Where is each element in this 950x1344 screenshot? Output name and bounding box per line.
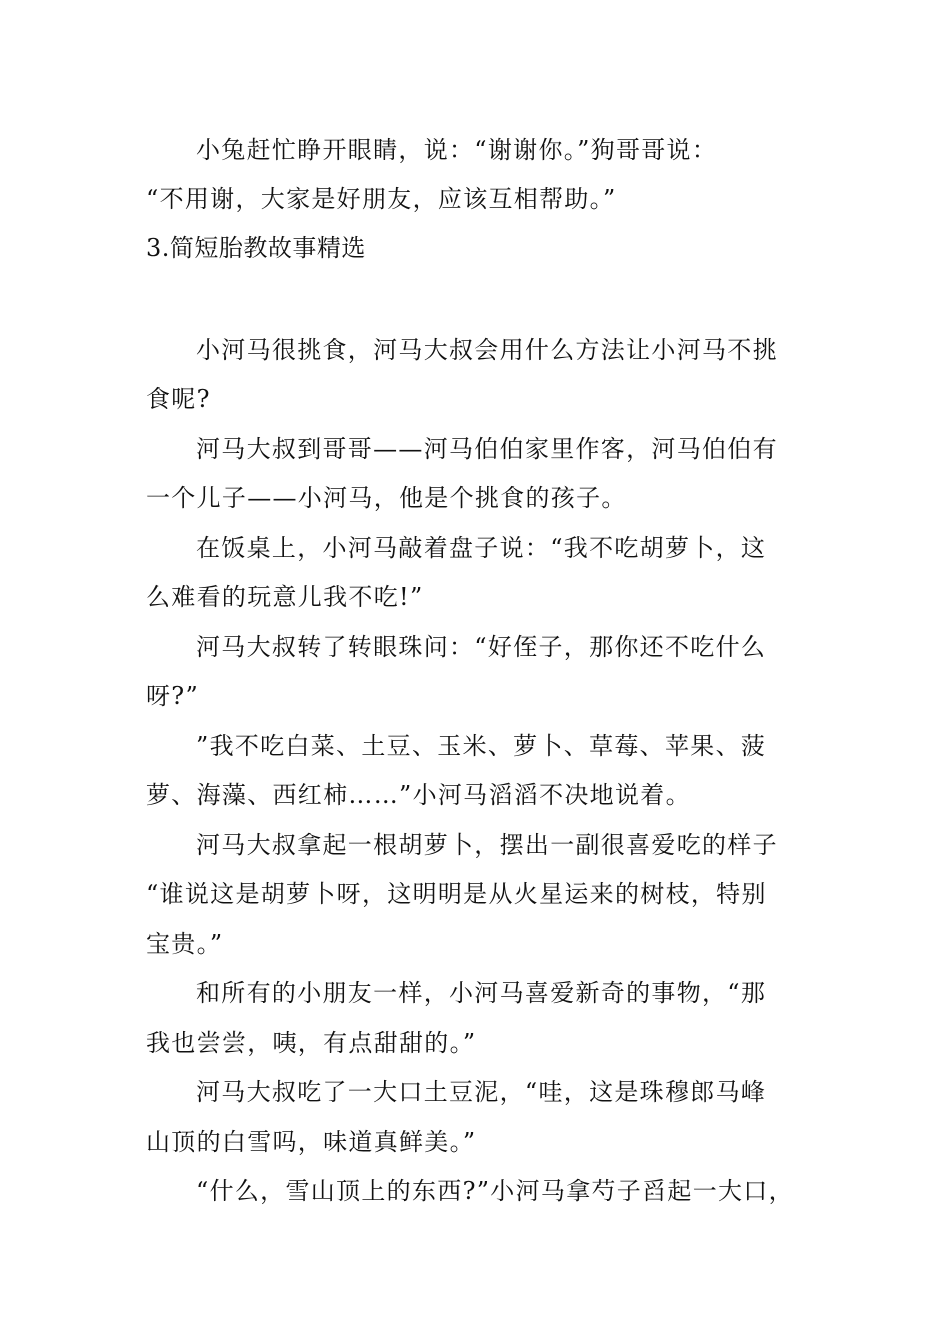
paragraph-line: 和所有的小朋友一样，小河马喜爱新奇的事物，“那 [196, 979, 767, 1007]
paragraph-line: 宝贵。” [146, 930, 224, 958]
paragraph-line: 么难看的玩意儿我不吃!” [146, 583, 424, 611]
paragraph-line: 河马大叔到哥哥——河马伯伯家里作客，河马伯伯有 [196, 435, 778, 463]
paragraph-line: 山顶的白雪吗，味道真鲜美。” [146, 1128, 477, 1156]
paragraph-line: 萝、海藻、西红柿……”小河马滔滔不决地说着。 [146, 781, 691, 809]
paragraph-line: “谁说这是胡萝卜呀，这明明是从火星运来的树枝，特别 [146, 880, 767, 908]
paragraph-line: 一个儿子——小河马，他是个挑食的孩子。 [146, 484, 627, 512]
paragraph-line: 河马大叔转了转眼珠问：“好侄子，那你还不吃什么 [196, 633, 767, 661]
paragraph-line: 食呢? [146, 385, 211, 413]
paragraph-line: “不用谢，大家是好朋友，应该互相帮助。” [146, 185, 617, 213]
paragraph-line: 在饭桌上，小河马敲着盘子说：“我不吃胡萝卜，这 [196, 534, 767, 562]
paragraph-line: “什么，雪山顶上的东西?”小河马拿芍子舀起一大口， [196, 1177, 794, 1205]
paragraph-line: 小河马很挑食，河马大叔会用什么方法让小河马不挑 [196, 336, 778, 364]
paragraph-line: 河马大叔吃了一大口土豆泥，“哇，这是珠穆郎马峰 [196, 1078, 767, 1106]
paragraph-line: 河马大叔拿起一根胡萝卜，摆出一副很喜爱吃的样子 [196, 831, 778, 859]
paragraph-line: ”我不吃白菜、土豆、玉米、萝卜、草莓、苹果、菠 [196, 732, 767, 760]
section-heading: 3.简短胎教故事精选 [146, 234, 366, 262]
paragraph-line: 我也尝尝，咦，有点甜甜的。” [146, 1029, 477, 1057]
paragraph-line: 小兔赶忙睁开眼睛，说：“谢谢你。”狗哥哥说： [196, 136, 718, 164]
paragraph-line: 呀?” [146, 682, 200, 710]
